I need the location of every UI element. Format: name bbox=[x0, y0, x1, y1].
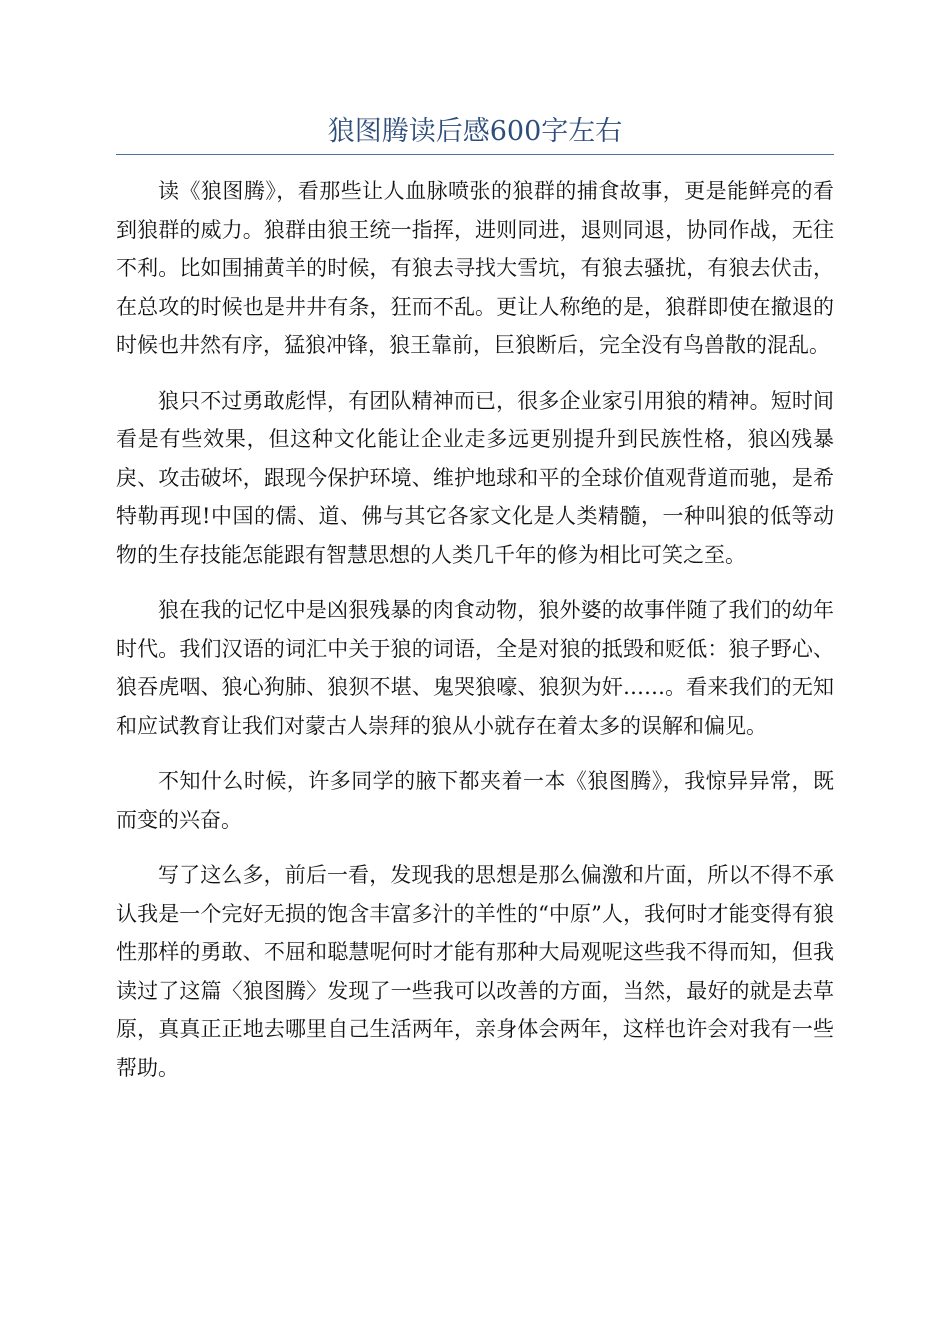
document-title: 狼图腾读后感600字左右 bbox=[327, 116, 623, 147]
title-underline bbox=[116, 154, 834, 155]
paragraph-5: 写了这么多，前后一看，发现我的思想是那么偏激和片面，所以不得不承认我是一个完好无损的饱含丰富多汁的羊性的“中原”人，我何时才能变得有狼性那样的勇敢、不屈和聪慧呢何时才能有那种大局观呢这些我不得而知，但我读过了这篇〈狼图腾〉发现了一些我可以改善的方面，当然，最好的就是去草原，真真正正地去哪里自己生活两年，亲身体会两年，这样也许会对我有一些帮助。 bbox=[116, 863, 834, 1080]
paragraph-1: 读《狼图腾》，看那些让人血脉喷张的狼群的捕食故事，更是能鲜亮的看到狼群的威力。狼群由狼王统一指挥，进则同进，退则同退，协同作战，无往不利。比如围捕黄羊的时候，有狼去寻找大雪坑，有狼去骚扰，有狼去伏击，在总攻的时候也是井井有条，狂而不乱。更让人称绝的是，狼群即使在撤退的时候也井然有序，猛狼冲锋，狼王靠前，巨狼断后，完全没有鸟兽散的混乱。 bbox=[116, 179, 834, 357]
paragraph-2: 狼只不过勇敢彪悍，有团队精神而已，很多企业家引用狼的精神。短时间看是有些效果，但这种文化能让企业走多远更别提升到民族性格，狼凶残暴戾、攻击破坏，跟现今保护环境、维护地球和平的全球价值观背道而驰，是希特勒再现!中国的儒、道、佛与其它各家文化是人类精髓，一种叫狼的低等动物的生存技能怎能跟有智慧思想的人类几千年的修为相比可笑之至。 bbox=[116, 388, 834, 567]
document-body bbox=[116, 172, 834, 1104]
paragraph-3: 狼在我的记忆中是凶狠残暴的肉食动物，狼外婆的故事伴随了我们的幼年时代。我们汉语的词汇中关于狼的词语，全是对狼的抵毁和贬低：狼子野心、狼吞虎咽、狼心狗肺、狼狈不堪、鬼哭狼嚎、狼狈为奸……。看来我们的无知和应试教育让我们对蒙古人崇拜的狼从小就存在着太多的误解和偏见。 bbox=[116, 598, 834, 738]
paragraph-4: 不知什么时候，许多同学的腋下都夹着一本《狼图腾》，我惊异异常，既而变的兴奋。 bbox=[116, 769, 834, 832]
